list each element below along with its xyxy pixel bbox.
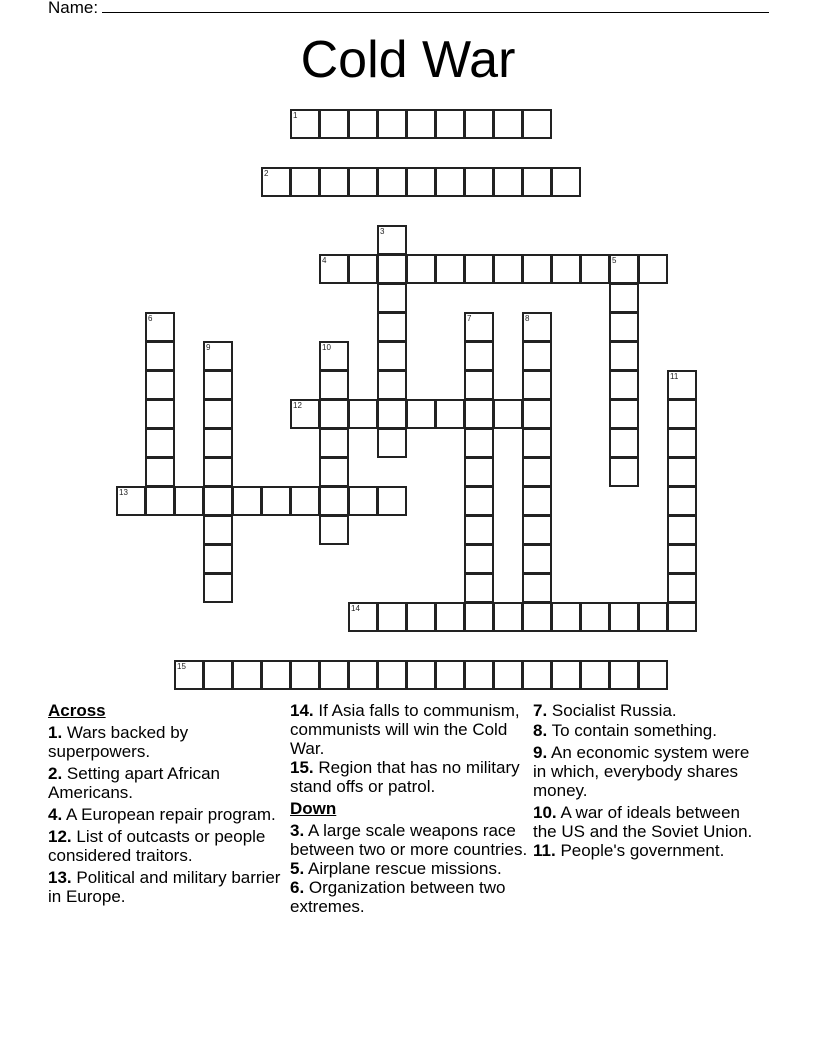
crossword-cell[interactable] — [464, 602, 494, 632]
crossword-cell[interactable] — [145, 457, 175, 487]
crossword-cell[interactable] — [522, 660, 552, 690]
crossword-cell[interactable] — [522, 602, 552, 632]
clue-number: 2 — [264, 169, 269, 178]
crossword-cell[interactable] — [203, 515, 233, 545]
crossword-cell[interactable] — [348, 109, 378, 139]
crossword-cell[interactable] — [145, 370, 175, 400]
crossword-cell[interactable] — [522, 457, 552, 487]
crossword-cell[interactable] — [638, 254, 668, 284]
crossword-cell[interactable] — [145, 312, 175, 342]
clue-down-10: 10. A war of ideals between the US and the Soviet Union. — [533, 803, 753, 841]
crossword-cell[interactable] — [522, 312, 552, 342]
crossword-cell[interactable] — [203, 370, 233, 400]
crossword-cell[interactable] — [377, 225, 407, 255]
clue-across-4: 4. A European repair program. — [48, 805, 276, 824]
crossword-cell[interactable] — [319, 167, 349, 197]
crossword-cell[interactable] — [609, 312, 639, 342]
crossword-cell[interactable] — [203, 544, 233, 574]
crossword-cell[interactable] — [377, 660, 407, 690]
crossword-cell[interactable] — [319, 399, 349, 429]
crossword-cell[interactable] — [667, 544, 697, 574]
crossword-cell[interactable] — [435, 254, 465, 284]
crossword-cell[interactable] — [522, 515, 552, 545]
clue-number: 14 — [351, 604, 360, 613]
crossword-cell[interactable] — [319, 486, 349, 516]
crossword-cell[interactable] — [435, 399, 465, 429]
crossword-cell[interactable] — [667, 457, 697, 487]
crossword-cell[interactable] — [464, 573, 494, 603]
crossword-cell[interactable] — [319, 109, 349, 139]
clue-number: 4 — [322, 256, 327, 265]
crossword-cell[interactable] — [348, 602, 378, 632]
crossword-cell[interactable] — [377, 254, 407, 284]
crossword-cell[interactable] — [290, 486, 320, 516]
crossword-cell[interactable] — [348, 399, 378, 429]
crossword-cell[interactable] — [522, 254, 552, 284]
crossword-cell[interactable] — [667, 399, 697, 429]
clue-number: 12 — [293, 401, 302, 410]
crossword-cell[interactable] — [609, 660, 639, 690]
crossword-cell[interactable] — [406, 602, 436, 632]
clue-down-7: 7. Socialist Russia. — [533, 701, 677, 720]
crossword-cell[interactable] — [667, 515, 697, 545]
crossword-cell[interactable] — [377, 283, 407, 313]
crossword-cell[interactable] — [580, 660, 610, 690]
crossword-cell[interactable] — [551, 660, 581, 690]
name-label: Name: — [48, 0, 99, 17]
crossword-cell[interactable] — [435, 109, 465, 139]
crossword-cell[interactable] — [319, 370, 349, 400]
clues-column-2 — [290, 701, 530, 919]
crossword-cell[interactable] — [667, 428, 697, 458]
crossword-cell[interactable] — [464, 312, 494, 342]
crossword-cell[interactable] — [319, 457, 349, 487]
clue-number: 9 — [206, 343, 211, 352]
crossword-cell[interactable] — [522, 544, 552, 574]
crossword-cell[interactable] — [174, 660, 204, 690]
clues-column-1 — [48, 701, 288, 909]
crossword-cell[interactable] — [464, 660, 494, 690]
crossword-cell[interactable] — [377, 370, 407, 400]
crossword-cell[interactable] — [464, 486, 494, 516]
crossword-cell[interactable] — [406, 254, 436, 284]
crossword-cell[interactable] — [522, 370, 552, 400]
crossword-cell[interactable] — [261, 660, 291, 690]
puzzle-title: Cold War — [300, 31, 516, 89]
crossword-cell[interactable] — [551, 167, 581, 197]
crossword-cell[interactable] — [609, 370, 639, 400]
crossword-cell[interactable] — [464, 544, 494, 574]
crossword-cell[interactable] — [377, 312, 407, 342]
clue-number: 6 — [148, 314, 153, 323]
crossword-cell[interactable] — [522, 167, 552, 197]
crossword-cell[interactable] — [493, 109, 523, 139]
crossword-cell[interactable] — [348, 167, 378, 197]
clue-number: 11 — [670, 372, 679, 381]
crossword-cell[interactable] — [319, 428, 349, 458]
clue-down-6: 6. Organization between two extremes. — [290, 878, 506, 916]
clue-across-1: 1. Wars backed by superpowers. — [48, 723, 189, 761]
crossword-cell[interactable] — [232, 486, 262, 516]
crossword-cell[interactable] — [203, 486, 233, 516]
crossword-cell[interactable] — [290, 167, 320, 197]
crossword-cell[interactable] — [435, 167, 465, 197]
crossword-cell[interactable] — [174, 486, 204, 516]
crossword-cell[interactable] — [261, 486, 291, 516]
crossword-cell[interactable] — [609, 602, 639, 632]
crossword-cell[interactable] — [348, 660, 378, 690]
crossword-cell[interactable] — [145, 341, 175, 371]
crossword-cell[interactable] — [580, 254, 610, 284]
crossword-cell[interactable] — [116, 486, 146, 516]
crossword-cell[interactable] — [464, 399, 494, 429]
crossword-cell[interactable] — [290, 399, 320, 429]
clue-number: 7 — [467, 314, 472, 323]
crossword-cell[interactable] — [203, 428, 233, 458]
crossword-cell[interactable] — [203, 660, 233, 690]
crossword-cell[interactable] — [290, 109, 320, 139]
crossword-cell[interactable] — [406, 399, 436, 429]
crossword-cell[interactable] — [493, 399, 523, 429]
crossword-cell[interactable] — [377, 109, 407, 139]
crossword-cell[interactable] — [377, 486, 407, 516]
crossword-cell[interactable] — [435, 602, 465, 632]
clue-number: 1 — [293, 111, 298, 120]
clue-number: 8 — [525, 314, 530, 323]
crossword-cell[interactable] — [464, 370, 494, 400]
crossword-cell[interactable] — [580, 602, 610, 632]
clue-down-3: 3. A large scale weapons race between two or more countries. — [290, 821, 528, 859]
clue-across-13: 13. Political and military barrier in Europe. — [48, 868, 281, 906]
crossword-cell[interactable] — [464, 254, 494, 284]
crossword-cell[interactable] — [377, 399, 407, 429]
crossword-cell[interactable] — [667, 573, 697, 603]
crossword-cell[interactable] — [377, 602, 407, 632]
crossword-cell[interactable] — [493, 602, 523, 632]
crossword-cell[interactable] — [493, 254, 523, 284]
crossword-cell[interactable] — [203, 457, 233, 487]
crossword-cell[interactable] — [464, 457, 494, 487]
clue-number: 10 — [322, 343, 331, 352]
crossword-cell[interactable] — [609, 428, 639, 458]
crossword-cell[interactable] — [551, 254, 581, 284]
clue-number: 3 — [380, 227, 385, 236]
down-heading: Down — [290, 799, 337, 818]
crossword-cell[interactable] — [522, 109, 552, 139]
clue-down-9: 9. An economic system were in which, everybody shares money. — [533, 743, 750, 800]
crossword-cell[interactable] — [145, 486, 175, 516]
crossword-cell[interactable] — [290, 660, 320, 690]
crossword-cell[interactable] — [261, 167, 291, 197]
crossword-cell[interactable] — [464, 167, 494, 197]
crossword-cell[interactable] — [145, 399, 175, 429]
crossword-cell[interactable] — [667, 370, 697, 400]
crossword-cell[interactable] — [609, 457, 639, 487]
crossword-cell[interactable] — [609, 254, 639, 284]
crossword-cell[interactable] — [348, 486, 378, 516]
crossword-cell[interactable] — [203, 341, 233, 371]
crossword-cell[interactable] — [377, 167, 407, 197]
crossword-cell[interactable] — [377, 341, 407, 371]
crossword-cell[interactable] — [319, 341, 349, 371]
crossword-cell[interactable] — [638, 660, 668, 690]
crossword-cell[interactable] — [464, 109, 494, 139]
clue-across-14: 14. If Asia falls to communism, communists will win the Cold War. — [290, 701, 520, 758]
crossword-cell[interactable] — [638, 602, 668, 632]
crossword-cell[interactable] — [464, 515, 494, 545]
crossword-cell[interactable] — [522, 341, 552, 371]
across-heading: Across — [48, 701, 106, 720]
crossword-cell[interactable] — [493, 167, 523, 197]
crossword-cell[interactable] — [203, 573, 233, 603]
crossword-cell[interactable] — [551, 602, 581, 632]
clue-across-2: 2. Setting apart African Americans. — [48, 764, 221, 802]
crossword-cell[interactable] — [406, 167, 436, 197]
crossword-cell[interactable] — [522, 399, 552, 429]
crossword-cell[interactable] — [319, 660, 349, 690]
crossword-cell[interactable] — [522, 428, 552, 458]
clue-down-5: 5. Airplane rescue missions. — [290, 859, 502, 878]
clue-number: 5 — [612, 256, 617, 265]
crossword-cell[interactable] — [435, 660, 465, 690]
clue-number: 15 — [177, 662, 186, 671]
crossword-cell[interactable] — [319, 515, 349, 545]
crossword-cell[interactable] — [667, 486, 697, 516]
crossword-cell[interactable] — [493, 660, 523, 690]
crossword-cell[interactable] — [522, 486, 552, 516]
crossword-cell[interactable] — [609, 341, 639, 371]
crossword-cell[interactable] — [319, 254, 349, 284]
clue-across-15: 15. Region that has no military stand offs or patrol. — [290, 758, 520, 796]
crossword-cell[interactable] — [667, 602, 697, 632]
clues-column-3 — [533, 701, 763, 863]
crossword-cell[interactable] — [406, 109, 436, 139]
crossword-cell[interactable] — [145, 428, 175, 458]
crossword-cell[interactable] — [609, 399, 639, 429]
clue-number: 13 — [119, 488, 128, 497]
crossword-cell[interactable] — [464, 341, 494, 371]
crossword-cell[interactable] — [609, 283, 639, 313]
crossword-cell[interactable] — [406, 660, 436, 690]
crossword-cell[interactable] — [464, 428, 494, 458]
clue-down-11: 11. People's government. — [533, 841, 725, 860]
crossword-cell[interactable] — [203, 399, 233, 429]
crossword-cell[interactable] — [348, 254, 378, 284]
crossword-cell[interactable] — [232, 660, 262, 690]
crossword-cell[interactable] — [377, 428, 407, 458]
clue-across-12: 12. List of outcasts or people considered traitors. — [48, 827, 266, 865]
clue-down-8: 8. To contain something. — [533, 721, 717, 740]
crossword-cell[interactable] — [522, 573, 552, 603]
